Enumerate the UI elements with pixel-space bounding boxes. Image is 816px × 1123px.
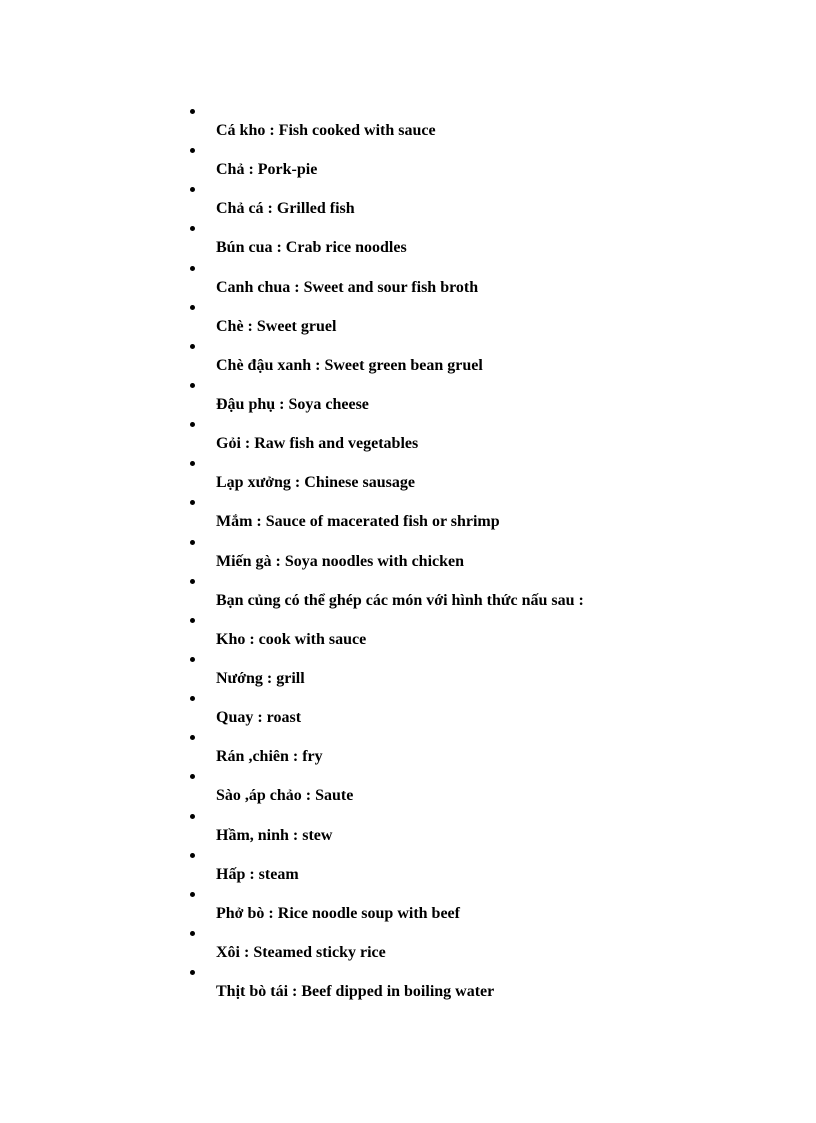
bullet-icon <box>190 657 195 662</box>
vocabulary-list <box>190 104 750 1004</box>
bullet-icon <box>190 422 195 427</box>
list-item-text: Mắm : Sauce of macerated fish or shrimp <box>216 513 500 531</box>
list-item <box>190 143 750 182</box>
bullet-icon <box>190 540 195 545</box>
list-item-text: Canh chua : Sweet and sour fish broth <box>216 278 479 296</box>
bullet-icon <box>190 344 195 349</box>
list-item-text: Gỏi : Raw fish and vegetables <box>216 435 419 453</box>
bullet-icon <box>190 970 195 975</box>
list-item-text: Chả cá : Grilled fish <box>216 200 355 218</box>
list-item-text: Chè đậu xanh : Sweet green bean gruel <box>216 356 483 374</box>
list-item <box>190 691 750 730</box>
list-item-text: Nướng : grill <box>216 669 305 687</box>
list-item-text: Kho : cook with sauce <box>216 630 367 648</box>
list-item-text: Lạp xưởng : Chinese sausage <box>216 474 415 492</box>
list-item-text: Cá kho : Fish cooked with sauce <box>216 122 436 139</box>
list-item <box>190 182 750 221</box>
list-item <box>190 378 750 417</box>
list-item <box>190 495 750 534</box>
bullet-icon <box>190 187 195 192</box>
bullet-icon <box>190 735 195 740</box>
list-item <box>190 926 750 965</box>
list-item-text: Miến gà : Soya noodles with chicken <box>216 552 465 570</box>
bullet-icon <box>190 500 195 505</box>
list-item-text: Quay : roast <box>216 709 302 727</box>
list-item <box>190 809 750 848</box>
list-item-text: Xôi : Steamed sticky rice <box>216 943 386 961</box>
list-item <box>190 730 750 769</box>
list-item <box>190 613 750 652</box>
list-item <box>190 261 750 300</box>
bullet-icon <box>190 853 195 858</box>
list-item <box>190 104 750 143</box>
bullet-icon <box>190 814 195 819</box>
bullet-icon <box>190 931 195 936</box>
bullet-icon <box>190 892 195 897</box>
list-item <box>190 965 750 1004</box>
list-item-text: Chè : Sweet gruel <box>216 317 337 335</box>
bullet-icon <box>190 305 195 310</box>
bullet-icon <box>190 109 195 114</box>
list-item <box>190 848 750 887</box>
list-item-text: Phở bò : Rice noodle soup with beef <box>216 904 460 922</box>
list-item <box>190 221 750 260</box>
bullet-icon <box>190 148 195 153</box>
list-item <box>190 887 750 926</box>
list-item <box>190 535 750 574</box>
bullet-icon <box>190 266 195 271</box>
bullet-icon <box>190 383 195 388</box>
bullet-icon <box>190 618 195 623</box>
list-item <box>190 652 750 691</box>
list-item-text: Bún cua : Crab rice noodles <box>216 239 407 257</box>
list-item-text: Sào ,áp chảo : Saute <box>216 787 354 805</box>
list-item-text: Thịt bò tái : Beef dipped in boiling water <box>216 983 495 1001</box>
list-item-text: Đậu phụ : Soya cheese <box>216 395 369 413</box>
list-item <box>190 574 750 613</box>
list-item <box>190 339 750 378</box>
list-item <box>190 456 750 495</box>
list-item-text: Hầm, ninh : stew <box>216 826 333 844</box>
bullet-icon <box>190 579 195 584</box>
list-item <box>190 769 750 808</box>
bullet-icon <box>190 774 195 779</box>
bullet-icon <box>190 461 195 466</box>
list-item-text: Chả : Pork-pie <box>216 161 318 179</box>
list-item <box>190 300 750 339</box>
list-item-text: Hấp : steam <box>216 865 299 883</box>
bullet-icon <box>190 226 195 231</box>
bullet-icon <box>190 696 195 701</box>
list-item <box>190 417 750 456</box>
list-item-text: Bạn củng có thể ghép các món với hình thức nấu sau : <box>216 591 584 609</box>
list-item-text: Rán ,chiên : fry <box>216 748 323 766</box>
